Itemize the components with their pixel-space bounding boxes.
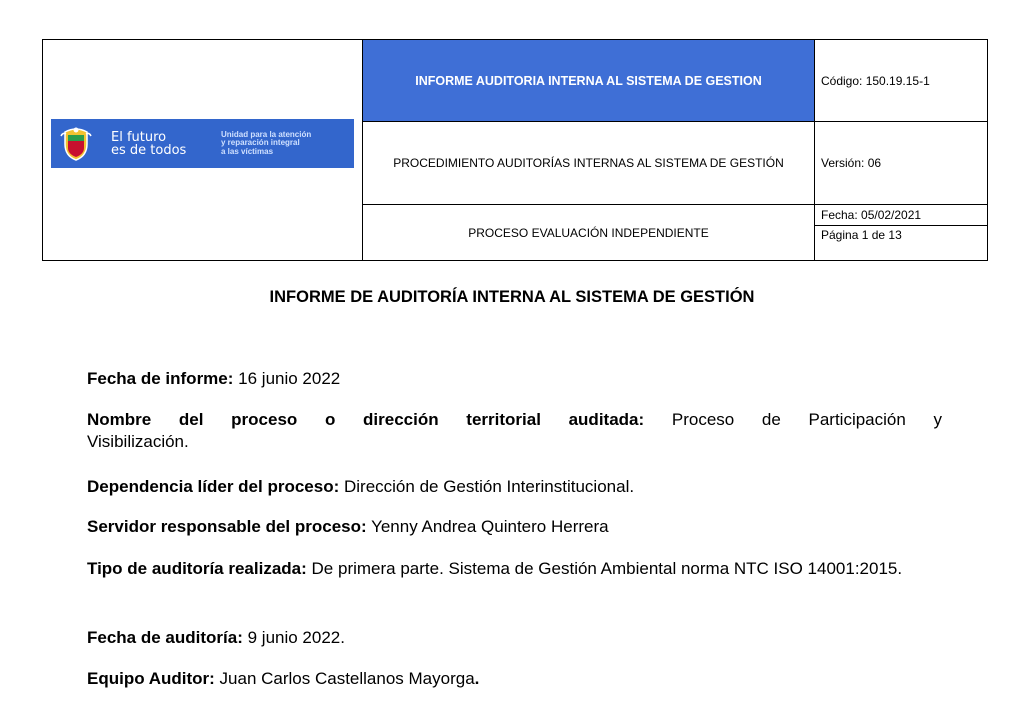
process-cell: PROCESO EVALUACIÓN INDEPENDIENTE (363, 205, 815, 260)
field-audit-team (87, 668, 942, 690)
field-label: Fecha de auditoría: (87, 628, 243, 647)
field-audit-type (87, 558, 942, 580)
field-value-part1: Proceso de Participación y (671, 410, 942, 429)
field-label: Dependencia líder del proceso: (87, 477, 340, 496)
logo-slogan (111, 131, 207, 157)
logo-sub-line3: a las víctimas (221, 146, 274, 156)
version-cell: Versión: 06 (815, 122, 987, 205)
field-label: Nombre del proceso o dirección territorial auditada: (87, 410, 645, 429)
field-report-date (87, 368, 942, 390)
logo-sub-line1: Unidad para la atención (221, 129, 312, 139)
logo-institution-name (221, 131, 349, 157)
field-responsible (87, 516, 942, 538)
field-value-part2: Visibilización. (87, 432, 189, 451)
document-header-table (42, 39, 988, 261)
field-value: Yenny Andrea Quintero Herrera (371, 517, 609, 536)
code-cell: Código: 150.19.15-1 (815, 40, 987, 122)
field-label: Tipo de auditoría realizada: (87, 559, 307, 578)
field-value: Dirección de Gestión Interinstitucional. (343, 477, 635, 496)
field-label: Equipo Auditor: (87, 669, 215, 688)
logo-slogan-line2: es de todos (111, 142, 187, 158)
field-value: Juan Carlos Castellanos Mayorga (219, 669, 475, 688)
logo-cell (43, 40, 363, 260)
coat-of-arms-icon (59, 126, 93, 162)
field-lead-unit (87, 476, 942, 498)
logo-sub-line2: y reparación integral (221, 138, 300, 148)
document-title: INFORME DE AUDITORÍA INTERNA AL SISTEMA DE GESTIÓN (269, 288, 755, 306)
field-suffix: . (474, 669, 480, 688)
logo-slogan-line1: El futuro (111, 129, 167, 145)
procedure-cell: PROCEDIMIENTO AUDITORÍAS INTERNAS AL SISTEMA DE GESTIÓN (363, 122, 815, 205)
field-line-1 (87, 409, 942, 431)
field-label: Fecha de informe: (87, 369, 234, 388)
field-value: De primera parte. Sistema de Gestión Ambiental norma NTC ISO 14001:2015. (311, 559, 903, 578)
institution-logo (51, 119, 354, 168)
report-title-cell: INFORME AUDITORIA INTERNA AL SISTEMA DE GESTION (363, 40, 815, 122)
field-value: 16 junio 2022 (238, 369, 341, 388)
field-value: 9 junio 2022. (247, 628, 345, 647)
field-label: Servidor responsable del proceso: (87, 517, 367, 536)
field-audit-date (87, 627, 942, 649)
page-number-cell: Página 1 de 13 (821, 228, 902, 242)
date-cell: Fecha: 05/02/2021 (815, 205, 987, 226)
field-process-name (87, 409, 942, 453)
